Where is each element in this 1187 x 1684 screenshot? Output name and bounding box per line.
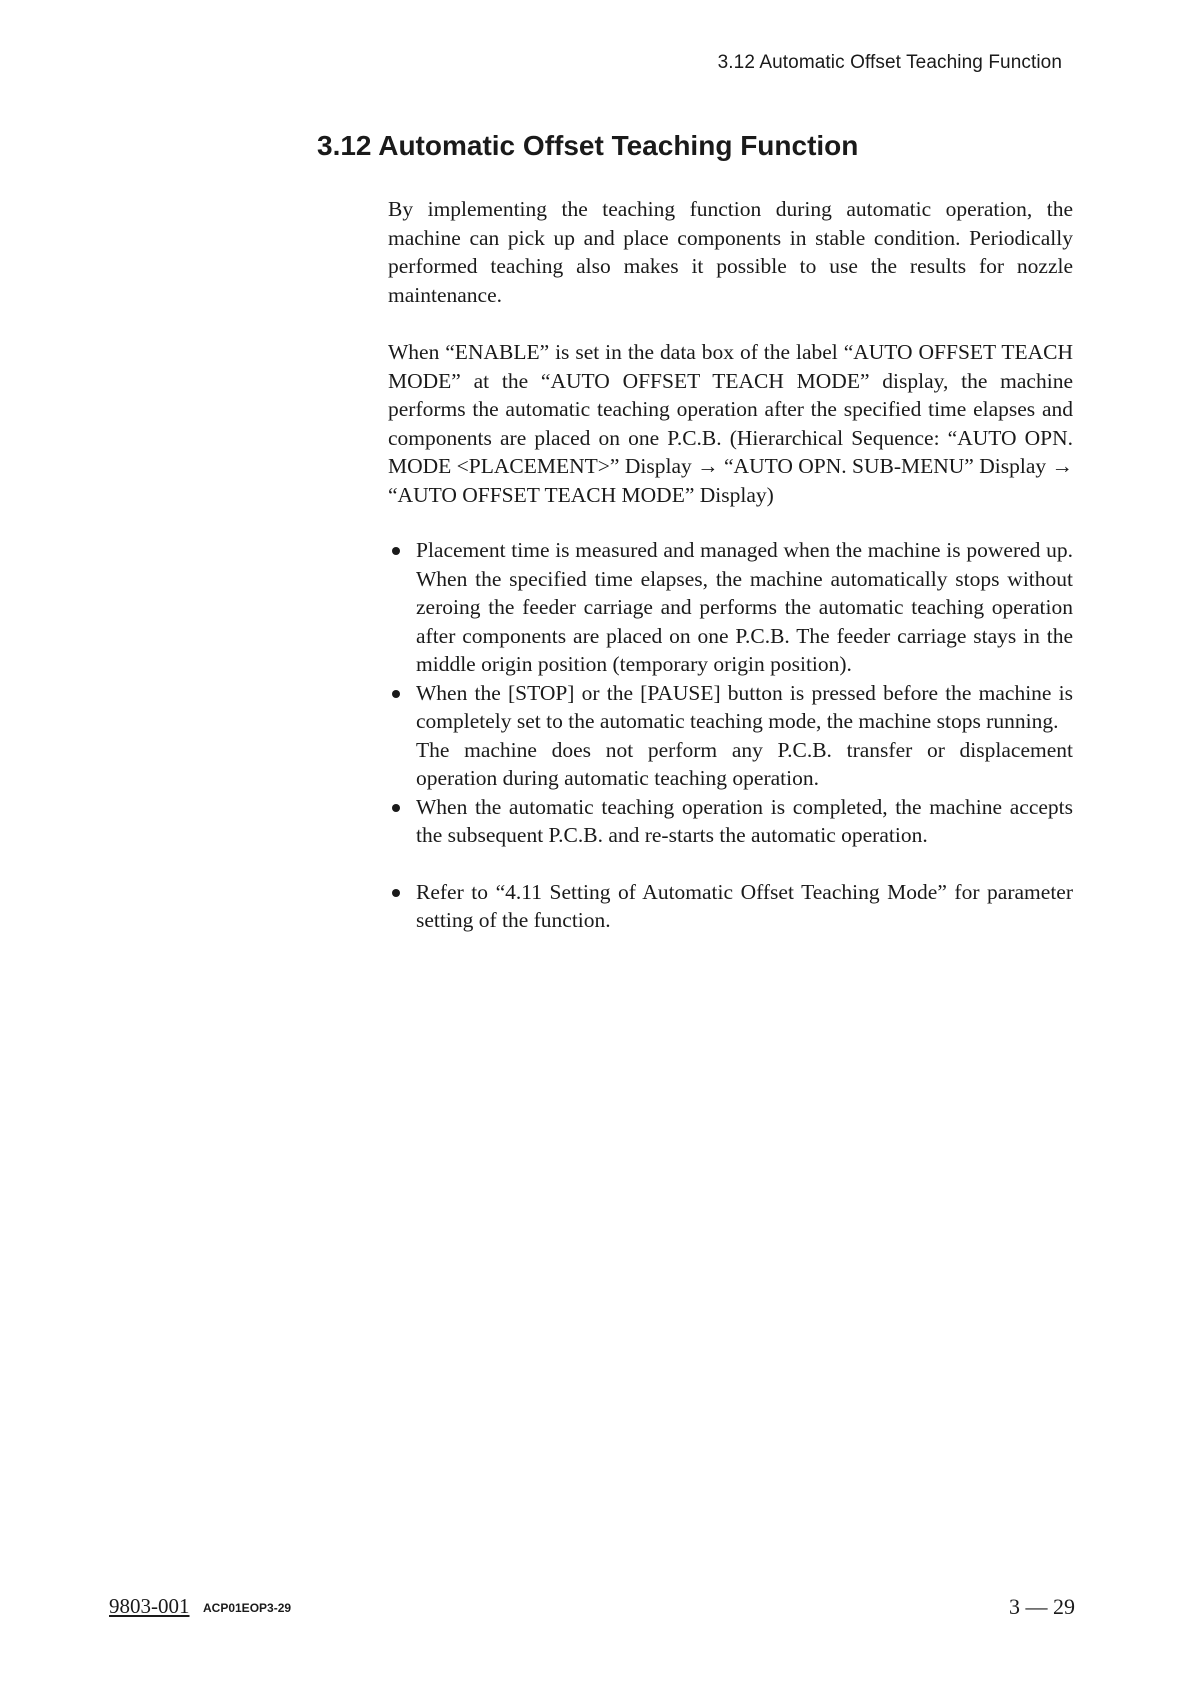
bullet-text: When the automatic teaching operation is completed, the machine accepts the subsequent P.C.B. and re-starts the automatic operation. [416, 794, 1073, 847]
list-item [388, 878, 1073, 935]
paragraph-intro: By implementing the teaching function during automatic operation, the machine can pick up and place components in stable condition. Periodically performed teaching also makes it possible to use the results for nozzle maintenance. [388, 197, 1073, 307]
paragraph-enable-setting: When “ENABLE” is set in the data box of the label “AUTO OFFSET TEACH MODE” at the “AUTO OFFSET TEACH MODE” display, the machine performs the automatic teaching operation after the specified time elapses and components are placed on one P.C.B. (Hierarchical Sequence: “AUTO OPN. MODE <PLACEMENT>” Display → “AUTO OPN. SUB-MENU” Display → “AUTO OFFSET TEACH MODE” Display) [388, 340, 1073, 507]
running-header: 3.12 Automatic Offset Teaching Function [717, 52, 1062, 73]
bullet-list [388, 536, 1073, 935]
list-item [388, 679, 1073, 793]
footer-doc-id: ACP01EOP3-29 [203, 1601, 292, 1615]
list-item [388, 536, 1073, 679]
body-text [388, 195, 1073, 935]
bullet-text: Placement time is measured and managed when the machine is powered up. When the specified time elapses, the machine automatically stops without zeroing the feeder carriage and performs the automatic teaching operation after components are placed on one P.C.B. The feeder carriage stays in the middle origin position (temporary origin position). [416, 538, 1073, 676]
page-number: 3 — 29 [1009, 1594, 1075, 1619]
list-item [388, 793, 1073, 850]
bullet-icon [392, 547, 400, 555]
bullet-text: Refer to “4.11 Setting of Automatic Offset Teaching Mode” for parameter setting of the function. [416, 879, 1073, 932]
bullet-icon [392, 690, 400, 698]
bullet-icon [392, 804, 400, 812]
footer-code: 9803-001 [109, 1594, 190, 1618]
bullet-icon [392, 889, 400, 897]
section-title: 3.12 Automatic Offset Teaching Function [317, 130, 859, 161]
bullet-note: The machine does not perform any P.C.B. transfer or displacement operation during automatic teaching operation. [416, 737, 1073, 790]
bullet-text: When the [STOP] or the [PAUSE] button is pressed before the machine is completely set to the automatic teaching mode, the machine stops running. [416, 680, 1073, 733]
